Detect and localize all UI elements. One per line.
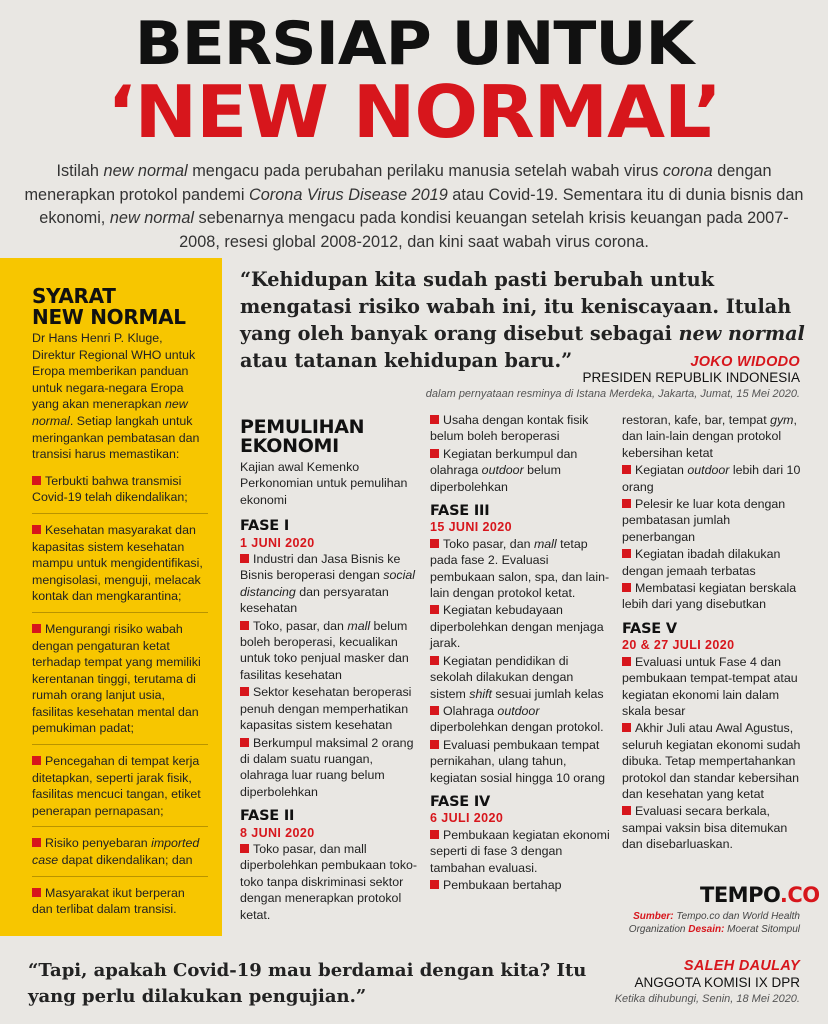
source-credits: Sumber: Tempo.co dan World Health Organization Desain: Moerat Sitompul	[628, 911, 800, 935]
list-item: Membatasi kegiatan berskala lebih dari yang disebutkan	[622, 581, 797, 612]
quote-saleh: “Tapi, apakah Covid-19 mau berdamai dengan kita? Itu yang perlu dilakukan pengujian.”	[28, 960, 587, 1007]
bullet-square-icon	[430, 740, 439, 749]
pemulihan-title: PEMULIHAN EKONOMI	[240, 416, 365, 457]
bullet-square-icon	[622, 583, 631, 592]
bullet-square-icon	[430, 706, 439, 715]
list-item: Toko pasar, dan mall diperbolehkan pembukaan toko-toko tanpa diskriminasi sektor dengan menerapkan protokol ketat.	[240, 841, 418, 922]
fase-1-title: FASE I	[240, 518, 290, 535]
list-item: Akhir Juli atau Awal Agustus, seluruh kegiatan ekonomi sudah dibuka. Tetap mempertahankan protokol dan standar kebersihan dan kesehatan yang ketat	[622, 721, 801, 801]
list-item: Kegiatan ibadah dilakukan dengan jemaah terbatas	[622, 547, 781, 578]
list-item: Pembukaan bertahap	[430, 877, 610, 893]
fase-3-title: FASE III	[430, 503, 490, 520]
bullet-square-icon	[430, 880, 439, 889]
list-item: Industri dan Jasa Bisnis ke Bisnis beroperasi dengan social distancing dan persyaratan kesehatan	[240, 552, 415, 616]
list-item: Sektor kesehatan beroperasi penuh dengan memperhatikan kapasitas sistem kesehatan	[240, 685, 412, 733]
bullet-square-icon	[32, 525, 41, 534]
list-item: Kegiatan kebudayaan diperbolehkan dengan menjaga jarak.	[430, 603, 604, 651]
list-item: Evaluasi pembukaan tempat pernikahan, ulang tahun, kegiatan sosial hingga 10 orang	[430, 737, 605, 785]
headline-line-1: BERSIAP UNTUK	[134, 9, 694, 79]
list-item: Kegiatan outdoor lebih dari 10 orang	[622, 463, 801, 494]
column-2	[430, 412, 610, 894]
list-item: Masyarakat ikut berperan dan terlibat dalam transisi.	[32, 885, 185, 917]
list-item: Pembukaan kegiatan ekonomi seperti di fase 3 dengan tambahan evaluasi.	[430, 827, 610, 875]
fase-3-date: 15 JUNI 2020	[430, 520, 512, 535]
tempo-logo: TEMPO.CO	[700, 883, 820, 907]
list-item: Kesehatan masyarakat dan kapasitas sistem kesehatan mampu untuk mengidentifikasi, mengisolasi, menguji, melacak kontak dan mengkarantina;	[32, 522, 208, 613]
intro-paragraph: Istilah new normal mengacu pada perubahan perilaku manusia setelah wabah virus corona dengan menerapkan protokol pandemi Corona Virus Disease 2019 atau Covid-19. Sementara itu di dunia bisnis dan ekonomi, new normal sebenarnya mengacu pada kondisi keuangan setelah krisis keuangan pada 2007-2008, resesi global 2008-2012, dan kini saat wabah virus corona.	[24, 162, 804, 251]
list-item: Evaluasi untuk Fase 4 dan pembukaan tempat-tempat atau kegiatan ekonomi lain dalam skala besar	[622, 654, 798, 718]
fase-5-date: 20 & 27 JULI 2020	[622, 638, 735, 653]
bullet-square-icon	[430, 539, 439, 548]
list-item-continued: restoran, kafe, bar, tempat gym, dan lain-lain dengan protokol kebersihan ketat	[622, 413, 797, 460]
bullet-square-icon	[240, 844, 249, 853]
list-item: Berkumpul maksimal 2 orang di dalam suatu ruangan, olahraga luar ruang belum diperbolehkan	[240, 735, 414, 799]
list-item: Mengurangi risiko wabah dengan pengaturan ketat terhadap tempat yang memiliki kerentanan tinggi, terutama di rumah orang lanjut usia, fasilitas kesehatan mental dan pemukiman padat;	[32, 621, 208, 745]
quote-saleh-name: SALEH DAULAY	[683, 958, 800, 974]
sidebar-title: SYARAT NEW NORMAL	[32, 284, 186, 329]
list-item: Olahraga outdoor diperbolehkan dengan protokol.	[430, 703, 604, 735]
list-item: Pelesir ke luar kota dengan pembatasan jumlah penerbangan	[622, 497, 786, 544]
bullet-square-icon	[240, 738, 249, 747]
bullet-square-icon	[32, 888, 41, 897]
list-item: Terbukti bahwa transmisi Covid-19 telah dikendalikan;	[32, 473, 208, 514]
list-item: Usaha dengan kontak fisik belum boleh beroperasi	[430, 413, 589, 444]
list-item: Toko pasar, dan mall tetap pada fase 2. Evaluasi pembukaan salon, spa, dan lain-lain dengan protokol ketat.	[430, 536, 610, 601]
quote-saleh-note: Ketika dihubungi, Senin, 18 Mei 2020.	[614, 993, 800, 1005]
column-3	[622, 412, 804, 854]
sidebar-intro: Dr Hans Henri P. Kluge, Direktur Regional WHO untuk Eropa memberikan panduan untuk negara-negara Eropa yang akan menerapkan new normal. Setiap langkah untuk meringankan pembatasan dan transisi harus memastikan:	[32, 331, 200, 462]
bullet-square-icon	[430, 449, 439, 458]
bullet-square-icon	[430, 415, 439, 424]
bullet-square-icon	[32, 624, 41, 633]
bullet-square-icon	[32, 756, 41, 765]
headline-line-2: ‘NEW NORMAL’	[107, 70, 721, 154]
bullet-square-icon	[240, 554, 249, 563]
pemulihan-subtitle: Kajian awal Kemenko Perkonomian untuk pemulihan ekonomi	[240, 460, 408, 507]
bullet-square-icon	[240, 687, 249, 696]
quote-saleh-role: ANGGOTA KOMISI IX DPR	[634, 975, 800, 990]
fase-2-title: FASE II	[240, 808, 295, 825]
quote-jokowi: “Kehidupan kita sudah pasti berubah untuk mengatasi risiko wabah ini, itu keniscayaan. Itulah yang oleh banyak orang disebut sebagai new normal atau tatanan kehidupan baru.”	[240, 268, 805, 372]
bullet-square-icon	[430, 656, 439, 665]
bullet-square-icon	[430, 830, 439, 839]
fase-5-title: FASE V	[622, 620, 677, 637]
quote-jokowi-name: JOKO WIDODO	[690, 354, 800, 370]
quote-jokowi-note: dalam pernyataan resminya di Istana Merdeka, Jakarta, Jumat, 15 Mei 2020.	[425, 388, 800, 400]
syarat-list	[32, 473, 208, 925]
fase-2-date: 8 JUNI 2020	[240, 825, 315, 840]
quote-jokowi-role: PRESIDEN REPUBLIK INDONESIA	[582, 370, 800, 385]
list-item: Evaluasi secara berkala, sampai vaksin bisa ditemukan dan disebarluaskan.	[622, 804, 788, 852]
bullet-square-icon	[622, 499, 631, 508]
fase-4-date: 6 JULI 2020	[430, 811, 504, 826]
bullet-square-icon	[622, 806, 631, 815]
bullet-square-icon	[622, 723, 631, 732]
list-item: Kegiatan berkumpul dan olahraga outdoor belum diperbolehkan	[430, 446, 578, 494]
fase-1-date: 1 JUNI 2020	[240, 535, 315, 550]
bullet-square-icon	[430, 605, 439, 614]
bullet-square-icon	[32, 476, 41, 485]
list-item: Risiko penyebaran imported case dapat dikendalikan; dan	[32, 835, 208, 876]
fase-4-title: FASE IV	[430, 793, 491, 810]
column-1	[240, 418, 420, 924]
list-item: Pencegahan di tempat kerja ditetapkan, seperti jarak fisik, fasilitas mencuci tangan, etiket penerapan pernapasan;	[32, 753, 208, 827]
bullet-square-icon	[622, 465, 631, 474]
bullet-square-icon	[622, 549, 631, 558]
list-item: Toko, pasar, dan mall belum boleh beroperasi, kecualikan untuk toko penjual masker dan fasilitas kesehatan	[240, 618, 409, 682]
syarat-sidebar	[0, 258, 222, 936]
list-item: Kegiatan pendidikan di sekolah dilakukan dengan sistem shift sesuai jumlah kelas	[430, 653, 604, 701]
bullet-square-icon	[240, 621, 249, 630]
bullet-square-icon	[622, 657, 631, 666]
bullet-square-icon	[32, 838, 41, 847]
